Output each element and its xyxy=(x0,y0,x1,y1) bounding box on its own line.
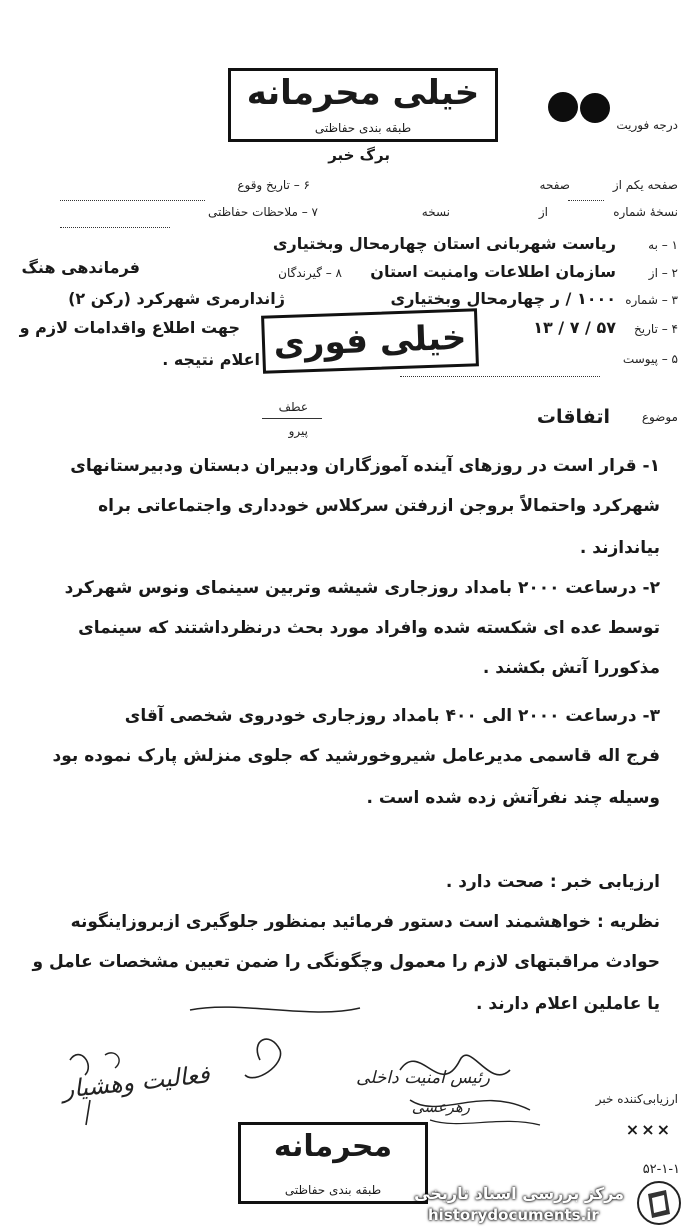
page-suffix: صفحه xyxy=(539,178,570,192)
field-value-to: ریاست شهربانی استان چهارمحال وبختیاری xyxy=(272,234,616,253)
ref-peyro-label: پیرو xyxy=(288,424,308,438)
bottom-classification-stamp xyxy=(238,1122,428,1204)
top-stamp-title: خیلی محرمانه xyxy=(246,73,480,113)
field-value-from: سازمان اطلاعات وامنیت استان xyxy=(370,262,616,281)
ref-divider xyxy=(262,418,322,419)
top-classification-stamp xyxy=(228,68,498,142)
opinion-line: حوادث مراقبتهای لازم را معمول وچگونگی را ضمن تعیین مشخصات عامل و xyxy=(32,952,660,972)
assessment-line: ارزیابی خبر : صحت دارد . xyxy=(445,872,660,892)
body-line: توسط عده ای شکسته شده وافراد مورد بحث درنظرداشتند که سینمای xyxy=(78,618,660,638)
field-label-attachment: ۵ – پیوست xyxy=(622,352,678,366)
handwritten-right-note-1: رئیس امنیت داخلی xyxy=(356,1068,490,1088)
recipients-line-4: اعلام نتیجه . xyxy=(162,350,260,369)
security-notes-label: ۷ – ملاحظات حفاظتی xyxy=(207,205,318,219)
security-notes-dots xyxy=(60,213,170,232)
opinion-line: نظریه : خواهشمند است دستور فرمائید بمنظور جلوگیری ازبروزاینگونه xyxy=(70,912,660,932)
body-line: مذکوررا آتش بکشند . xyxy=(482,658,660,678)
body-line: ۳- درساعت ۲۰۰۰ الی ۴۰۰ بامداد روزجاری خودروی شخصی آقای xyxy=(124,706,660,726)
field-label-date: ۴ – تاریخ xyxy=(634,322,678,336)
opinion-line: یا عاملین اعلام دارند . xyxy=(476,994,660,1014)
recipients-line-1: فرماندهی هنگ xyxy=(21,258,140,277)
copy-suffix: نسخه xyxy=(421,205,450,219)
handwritten-left-note: فعالیت وهشیار xyxy=(61,1060,212,1104)
body-line: وسیله چند نفرآتش زده شده است . xyxy=(366,788,660,808)
watermark-title: مرکز بررسی اسناد تاریخی xyxy=(414,1184,624,1203)
document-code: ۵۲-۱-۱ xyxy=(642,1162,680,1177)
ref-atf-label: عطف xyxy=(278,400,308,414)
top-stamp-subtitle: طبقه بندی حفاظتی xyxy=(314,121,412,135)
handwritten-right-note-2: رهرعسی xyxy=(411,1098,470,1116)
urgent-stamp: خیلی فوری xyxy=(261,308,479,374)
handwritten-left-flourish xyxy=(60,1040,140,1130)
field-value-date: ۱۳ / ۷ / ۵۷ xyxy=(533,318,616,337)
evaluator-label: ارزیابی‌کننده خبر xyxy=(595,1092,678,1106)
page-dots xyxy=(568,186,604,205)
recipients-line-3: جهت اطلاع واقدامات لازم و xyxy=(19,318,240,337)
recipients-label: ۸ – گیرندگان xyxy=(278,266,342,280)
watermark-url: historydocuments.ir xyxy=(428,1206,599,1224)
field-label-number: ۳ – شماره xyxy=(625,293,678,307)
page-label: صفحه یکم از xyxy=(612,178,678,192)
field-label-from: ۲ – از xyxy=(648,266,678,280)
body-line: ۲- درساعت ۲۰۰۰ بامداد روزجاری شیشه وتربین سینمای ونوس شهرکرد xyxy=(64,578,660,598)
bottom-stamp-title: محرمانه xyxy=(273,1129,393,1164)
body-line: بیاندازند . xyxy=(579,538,660,558)
subject-label: موضوع xyxy=(641,410,678,424)
ink-blot xyxy=(580,93,610,123)
body-line: ۱- قرار است در روزهای آینده آموزگاران ودبیران دبستان ودبیرستانهای xyxy=(70,456,660,476)
recipients-line-2: ژاندارمری شهرکرد (رکن ۲) xyxy=(68,289,285,308)
copy-label: نسخهٔ شماره xyxy=(613,205,678,219)
subject-value: اتفاقات xyxy=(536,406,610,428)
copy-from: از xyxy=(538,205,548,219)
form-title: برگ خبر xyxy=(328,146,390,164)
archive-logo-icon xyxy=(636,1180,682,1226)
ink-blot xyxy=(548,92,578,122)
field-label-to: ۱ – به xyxy=(648,238,678,252)
signature-scribble xyxy=(160,990,580,1140)
event-date-dots xyxy=(60,186,205,205)
evaluator-marks: ××× xyxy=(625,1120,672,1139)
priority-label: درجه فوریت xyxy=(616,118,678,132)
field-value-number: ۱۰۰۰ / ر چهارمحال وبختیاری xyxy=(390,289,616,308)
body-line: فرج اله قاسمی مدیرعامل شیروخورشید که جلوی منزلش پارک نموده بود xyxy=(52,746,660,766)
bottom-stamp-subtitle: طبقه بندی حفاظتی xyxy=(284,1183,382,1197)
event-date-label: ۶ – تاریخ وقوع xyxy=(237,178,310,192)
body-line: شهرکرد واحتمالاً بروجن ازرفتن سرکلاس خودداری واجتماعاتی براه xyxy=(98,496,660,516)
